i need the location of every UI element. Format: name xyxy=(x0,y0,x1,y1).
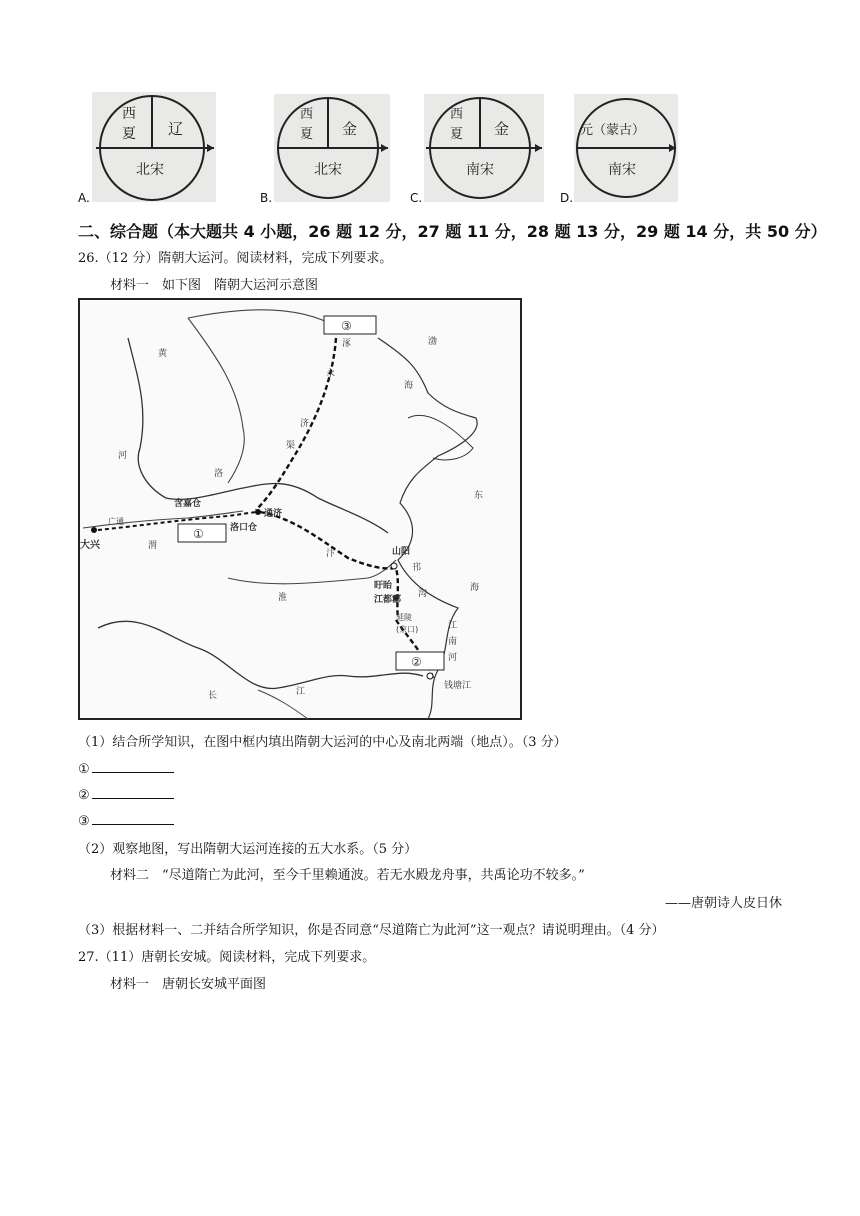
blank-1[interactable]: ① xyxy=(78,760,174,777)
svg-text:夏: 夏 xyxy=(450,127,464,142)
option-d-image xyxy=(574,94,678,202)
q26-sub2: （2）观察地图，写出隋朝大运河连接的五大水系。（5 分） xyxy=(78,842,418,857)
map-label: 大兴 xyxy=(80,540,100,551)
map-label: 永 xyxy=(326,369,336,379)
map-label: 沟 xyxy=(418,589,428,599)
map-label: 延陵 xyxy=(396,613,412,622)
option-b-bottom: 北宋 xyxy=(314,162,342,178)
option-d-top: 元（蒙古） xyxy=(580,123,646,138)
option-d-letter[interactable]: D. xyxy=(560,191,574,205)
option-a-bottom: 北宋 xyxy=(136,162,164,178)
blank-3[interactable]: ③ xyxy=(78,812,174,829)
q27-material1-caption: 材料一 唐朝长安城平面图 xyxy=(110,977,267,992)
svg-text:西: 西 xyxy=(300,107,314,122)
option-a-tr: 辽 xyxy=(168,120,184,138)
option-d-bottom: 南宋 xyxy=(608,162,636,178)
map-label: 邗 xyxy=(412,563,422,573)
option-b-tr: 金 xyxy=(342,120,358,138)
map-label: 渠 xyxy=(286,441,296,451)
option-a-letter[interactable]: A. xyxy=(78,191,90,205)
map-label: 长 xyxy=(208,691,218,701)
map-label: 河 xyxy=(448,653,458,663)
box-3-label: ③ xyxy=(341,319,352,333)
q27-stem: 27.（11）唐朝长安城。阅读材料，完成下列要求。 xyxy=(78,950,376,965)
q26-material1-caption: 材料一 如下图 隋朝大运河示意图 xyxy=(110,278,319,293)
map-label: 河 xyxy=(118,451,128,461)
map-label: 江 xyxy=(296,687,306,697)
map-label: 南 xyxy=(448,637,458,647)
q26-sub1: （1）结合所学知识，在图中框内填出隋朝大运河的中心及南北两端（地点）。（3 分） xyxy=(78,735,567,750)
map-label: 海 xyxy=(470,583,480,593)
box-1-label: ① xyxy=(193,527,204,541)
q26-stem: 26.（12 分）隋朝大运河。阅读材料，完成下列要求。 xyxy=(78,251,393,266)
map-label: 盱眙 xyxy=(374,581,393,591)
map-label: 通济 xyxy=(264,509,283,519)
option-c-image xyxy=(424,94,544,202)
map-label: 黄 xyxy=(158,349,168,359)
map-label: 山阳 xyxy=(392,547,411,557)
option-b-letter[interactable]: B. xyxy=(260,191,273,205)
q26-material2: 材料二 “尽道隋亡为此河，至今千里赖通波。若无水殿龙舟事，共禹论功不较多。” xyxy=(110,868,585,883)
map-label: 涿 xyxy=(342,339,352,349)
option-b-image xyxy=(274,94,390,202)
map-label: 洛 xyxy=(214,469,224,479)
map-label: 渭 xyxy=(148,541,158,551)
map-label: (京口) xyxy=(396,625,419,634)
q26-sub3: （3）根据材料一、二并结合所学知识，你是否同意“尽道隋亡为此河”这一观点？请说明理由。（4 分） xyxy=(78,923,665,938)
map-label: 钱塘江 xyxy=(444,681,472,691)
option-a-tl2: 夏 xyxy=(122,126,136,142)
map-label: 汴 xyxy=(326,549,336,559)
map-label: 广通 xyxy=(108,517,124,526)
map-label: 淮 xyxy=(278,593,288,603)
map-label: 洛口仓 xyxy=(230,523,258,533)
map-label: 渤 xyxy=(428,337,438,347)
box-2-label: ② xyxy=(411,655,422,669)
svg-text:夏: 夏 xyxy=(300,127,314,142)
section-heading: 二、综合题（本大题共 4 小题，26 题 12 分，27 题 11 分，28 题 13 分，29 题 14 分，共 50 分） xyxy=(78,222,827,241)
map-label: 江 xyxy=(448,621,458,631)
map-label: 江都郡 xyxy=(374,595,402,605)
grand-canal-map xyxy=(78,298,522,720)
option-a-tl1: 西 xyxy=(122,106,136,122)
map-label: 海 xyxy=(404,381,414,391)
map-label: 含嘉仓 xyxy=(174,499,202,509)
map-label: 东 xyxy=(474,491,484,501)
option-c-bottom: 南宋 xyxy=(466,162,494,178)
option-c-letter[interactable]: C. xyxy=(410,191,423,205)
svg-text:西: 西 xyxy=(450,107,464,122)
option-a-image xyxy=(92,92,216,202)
q26-attribution: ——唐朝诗人皮日休 xyxy=(664,896,782,911)
blank-2[interactable]: ② xyxy=(78,786,174,803)
option-c-tr: 金 xyxy=(494,120,510,138)
map-label: 济 xyxy=(300,419,310,429)
